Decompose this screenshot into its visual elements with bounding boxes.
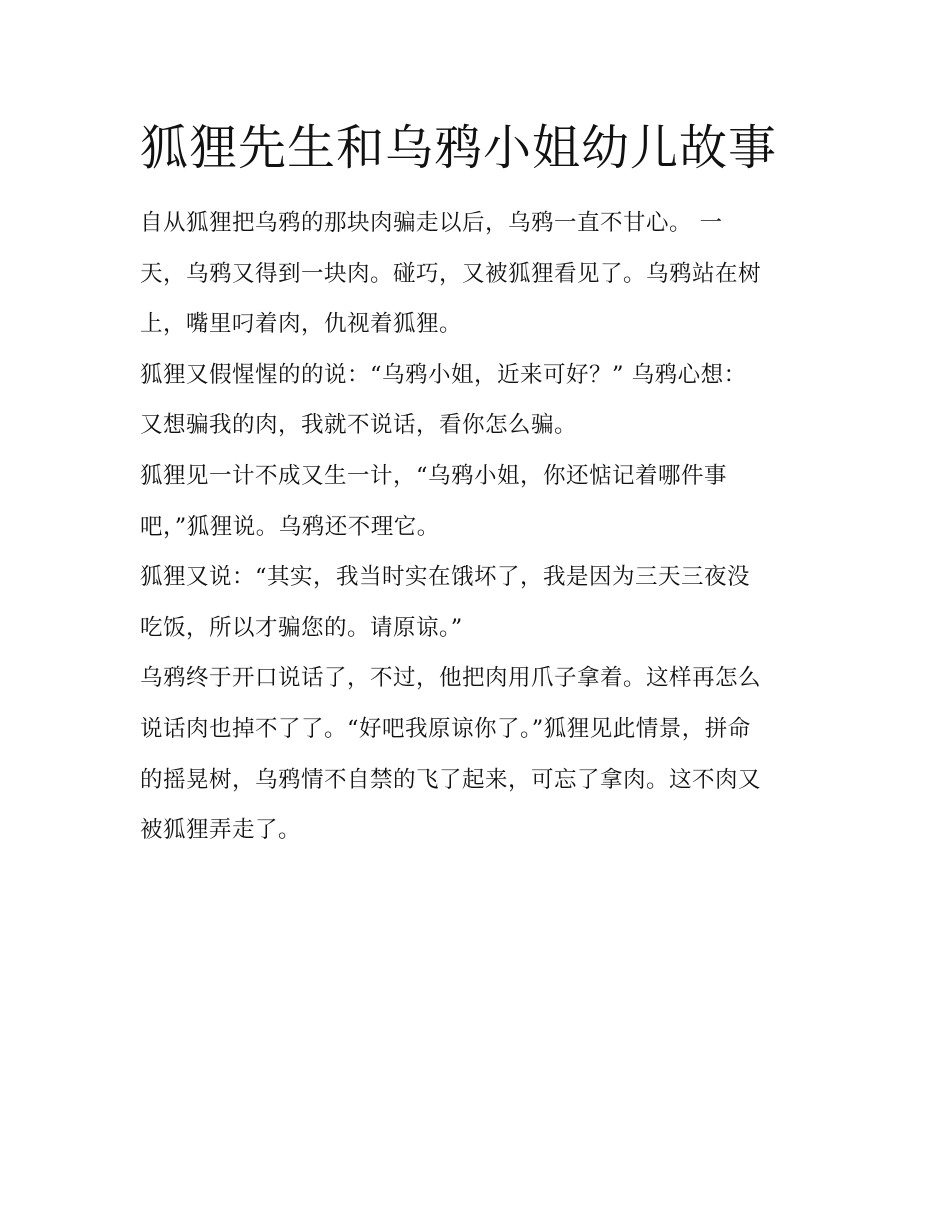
body-line-7: 吧，”狐狸说。乌鸦还不理它。 [140, 513, 440, 540]
body-line-13: 被狐狸弄走了。 [140, 817, 302, 844]
body-line-8: 狐狸又说：“其实，我当时实在饿坏了，我是因为三天三夜没 [140, 564, 751, 591]
body-line-9: 吃饭，所以才骗您的。请原谅。” [140, 614, 463, 641]
body-line-1: 自从狐狸把乌鸦的那块肉骗走以后，乌鸦一直不甘心。 一 [140, 210, 723, 236]
body-line-12: 的摇晃树，乌鸦情不自禁的飞了起来，可忘了拿肉。这不肉又 [140, 766, 762, 793]
body-line-4: 狐狸又假惺惺的的说：“乌鸦小姐，近来可好？” 乌鸦心想： [140, 361, 747, 388]
document-title: 狐狸先生和乌鸦小姐幼儿故事 [140, 120, 778, 176]
body-line-6: 狐狸见一计不成又生一计，“乌鸦小姐，你还惦记着哪件事 [140, 462, 728, 489]
body-line-2: 天，乌鸦又得到一块肉。碰巧，又被狐狸看见了。乌鸦站在树 [140, 260, 762, 287]
body-line-11: 说话肉也掉不了了。“好吧我原谅你了。”狐狸见此情景，拼命 [140, 715, 751, 742]
body-line-3: 上，嘴里叼着肉，仇视着狐狸。 [140, 311, 463, 338]
document-body [140, 198, 820, 856]
body-line-10: 乌鸦终于开口说话了，不过，他把肉用爪子拿着。这样再怎么 [140, 665, 762, 692]
body-line-5: 又想骗我的肉，我就不说话，看你怎么骗。 [140, 412, 578, 439]
